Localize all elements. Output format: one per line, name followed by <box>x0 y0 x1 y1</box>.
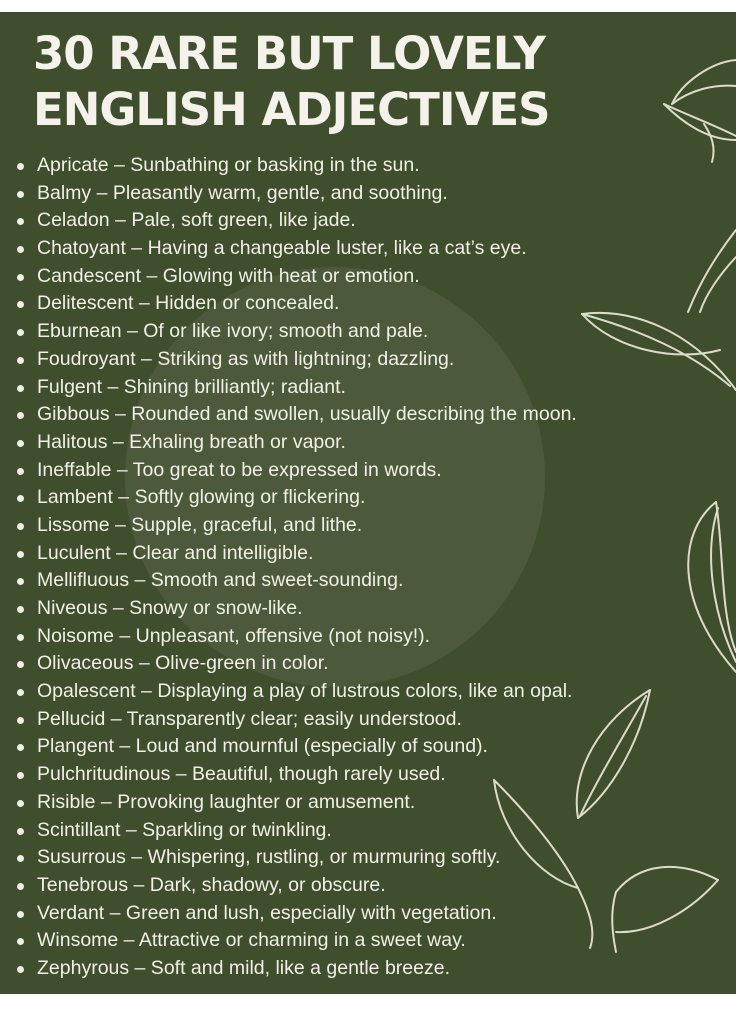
page-title <box>33 26 550 138</box>
list-item: Pellucid – Transparently clear; easily understood. <box>0 706 577 734</box>
list-item: Tenebrous – Dark, shadowy, or obscure. <box>0 872 577 900</box>
list-item: Delitescent – Hidden or concealed. <box>0 290 577 318</box>
list-item: Pulchritudinous – Beautiful, though rarely used. <box>0 761 577 789</box>
title-line-1: 30 RARE BUT LOVELY <box>33 27 545 80</box>
leaf-outline-icon <box>577 690 650 818</box>
list-item: Foudroyant – Striking as with lightning; dazzling. <box>0 346 577 374</box>
list-item: Verdant – Green and lush, especially with vegetation. <box>0 900 577 928</box>
list-item: Niveous – Snowy or snow-like. <box>0 595 577 623</box>
list-item: Celadon – Pale, soft green, like jade. <box>0 207 577 235</box>
list-item: Zephyrous – Soft and mild, like a gentle breeze. <box>0 955 577 983</box>
leaf-outline-icon <box>688 230 736 312</box>
leaf-outline-icon <box>688 502 736 672</box>
list-item: Gibbous – Rounded and swollen, usually describing the moon. <box>0 401 577 429</box>
list-item: Mellifluous – Smooth and sweet-sounding. <box>0 567 577 595</box>
list-item: Risible – Provoking laughter or amusement. <box>0 789 577 817</box>
infographic-card <box>0 12 736 994</box>
list-item: Halitous – Exhaling breath or vapor. <box>0 429 577 457</box>
list-item: Susurrous – Whispering, rustling, or murmuring softly. <box>0 844 577 872</box>
leaf-outline-icon <box>612 867 718 952</box>
list-item: Lambent – Softly glowing or flickering. <box>0 484 577 512</box>
title-line-2: ENGLISH ADJECTIVES <box>33 83 550 136</box>
adjective-list <box>0 152 577 983</box>
list-item: Chatoyant – Having a changeable luster, like a cat’s eye. <box>0 235 577 263</box>
leaf-outline-icon <box>664 60 736 162</box>
list-item: Noisome – Unpleasant, offensive (not noisy!). <box>0 623 577 651</box>
list-item: Apricate – Sunbathing or basking in the sun. <box>0 152 577 180</box>
list-item: Eburnean – Of or like ivory; smooth and pale. <box>0 318 577 346</box>
list-item: Ineffable – Too great to be expressed in words. <box>0 457 577 485</box>
list-item: Opalescent – Displaying a play of lustrous colors, like an opal. <box>0 678 577 706</box>
list-item: Olivaceous – Olive-green in color. <box>0 650 577 678</box>
list-item: Candescent – Glowing with heat or emotion. <box>0 263 577 291</box>
list-item: Fulgent – Shining brilliantly; radiant. <box>0 374 577 402</box>
list-item: Lissome – Supple, graceful, and lithe. <box>0 512 577 540</box>
list-item: Luculent – Clear and intelligible. <box>0 540 577 568</box>
leaf-outline-icon <box>582 313 736 390</box>
list-item: Balmy – Pleasantly warm, gentle, and soothing. <box>0 180 577 208</box>
list-item: Winsome – Attractive or charming in a sweet way. <box>0 927 577 955</box>
list-item: Scintillant – Sparkling or twinkling. <box>0 817 577 845</box>
list-item: Plangent – Loud and mournful (especially of sound). <box>0 733 577 761</box>
